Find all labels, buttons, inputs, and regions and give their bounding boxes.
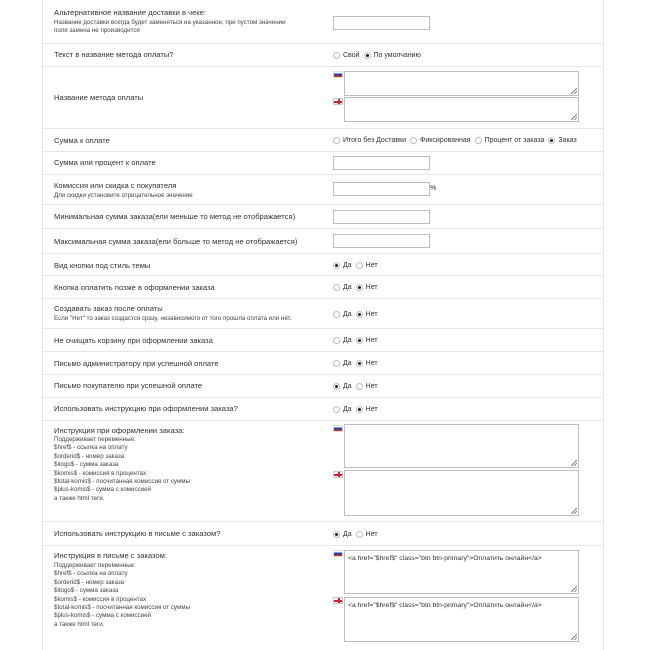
row-pay-later [43, 276, 603, 299]
alt-delivery-input[interactable] [333, 16, 430, 30]
radio-yes[interactable] [333, 406, 340, 413]
radio-no-label: Нет [365, 311, 378, 318]
radio-percent[interactable] [475, 137, 482, 144]
min-sum-input[interactable] [333, 210, 430, 224]
row-max-sum [43, 229, 603, 254]
instruction-mail-hint: Поддерживает переменные: $href$ - ссылка на оплату $orderid$ - номер заказа $itogo$ - сумма заказа $komis$ - комиссия в процентах $total-komis$ - посчитанная комиссия от суммы $plus-komis$ - сумма с комиссией а также html теги. [54, 562, 190, 628]
radio-yes[interactable] [333, 337, 340, 344]
radio-no-label: Нет [365, 360, 378, 367]
radio-no-label: Нет [365, 383, 378, 390]
admin-mail-radio-group [333, 360, 382, 367]
max-sum-input[interactable] [333, 234, 430, 248]
sum-or-percent-label: Сумма или процент к оплате [54, 158, 156, 167]
resize-grip-icon[interactable] [571, 114, 577, 120]
row-instruction-mail [43, 546, 603, 650]
england-flag-icon [333, 98, 343, 105]
max-sum-label: Максимальная сумма заказа(ели больше то метод не отображается) [54, 237, 298, 246]
buyer-mail-radio-group [333, 383, 382, 390]
radio-yes-label: Да [343, 262, 352, 269]
radio-fixed-label: Фиксированная [420, 137, 471, 144]
commission-hint: Для скидки установите отрицательное значение [54, 192, 193, 199]
radio-yes[interactable] [333, 284, 340, 291]
radio-no[interactable] [356, 262, 363, 269]
radio-yes-label: Да [343, 360, 352, 367]
radio-yes-label: Да [343, 311, 352, 318]
sum-or-percent-input[interactable] [333, 156, 430, 170]
radio-yes[interactable] [333, 383, 340, 390]
radio-no-label: Нет [365, 337, 378, 344]
radio-yes[interactable] [333, 531, 340, 538]
russia-flag-icon [333, 425, 343, 432]
row-alt-delivery-name [43, 0, 603, 44]
alt-delivery-hint: Название доставки всегда будет заменяться на указанное, при пустом значении поля замена не производится [54, 19, 286, 35]
instruction-mail-label: Инструкция в письме с заказом: [54, 551, 167, 560]
radio-no[interactable] [356, 284, 363, 291]
method-text-label: Текст в название метода оплаты? [54, 50, 174, 59]
resize-grip-icon[interactable] [571, 634, 577, 640]
radio-no[interactable] [356, 406, 363, 413]
method-name-ru-textarea[interactable] [344, 71, 579, 96]
radio-own-label: Свой [343, 52, 360, 59]
instruction-checkout-label: Инструкция при оформлении заказа: [54, 426, 185, 435]
radio-percent-label: Процент от заказа [484, 137, 545, 144]
row-admin-mail [43, 352, 603, 375]
radio-no-label: Нет [365, 406, 378, 413]
button-style-radio-group [333, 262, 382, 269]
resize-grip-icon[interactable] [571, 460, 577, 466]
use-instruction-mail-radio-group [333, 531, 382, 538]
england-flag-icon [333, 471, 343, 478]
commission-input[interactable] [333, 182, 430, 196]
keep-cart-label: Не очищать корзину при оформлении заказа [54, 336, 213, 345]
method-name-label: Название метода оплаты [54, 93, 144, 102]
row-button-style [43, 254, 603, 276]
russia-flag-icon [333, 71, 343, 78]
row-commission [43, 175, 603, 205]
pay-later-radio-group [333, 284, 382, 291]
row-method-text [43, 44, 603, 67]
row-pay-sum [43, 129, 603, 152]
instruction-mail-ru-text: <a href="$href$" class="btn btn-primary">Оплатить онлайн</a> [348, 555, 542, 562]
instruction-mail-en-text: <a href="$href$" class="btn btn-primary">Оплатить онлайн</a> [348, 602, 542, 609]
min-sum-label: Минимальная сумма заказа(ели меньше то метод не отображается) [54, 212, 296, 221]
radio-yes[interactable] [333, 262, 340, 269]
row-keep-cart [43, 329, 603, 352]
radio-yes-label: Да [343, 406, 352, 413]
row-sum-or-percent [43, 152, 603, 175]
radio-order-label: Заказ [558, 137, 577, 144]
radio-yes-label: Да [343, 531, 352, 538]
radio-no[interactable] [356, 311, 363, 318]
row-create-after-payment [43, 299, 603, 329]
row-method-name [43, 67, 603, 129]
radio-no-label: Нет [365, 262, 378, 269]
create-after-label: Создавать заказ после оплаты [54, 304, 163, 313]
row-min-sum [43, 205, 603, 229]
alt-delivery-label: Альтернативное название доставки в чеке: [54, 8, 207, 17]
pay-sum-label: Сумма к оплате [54, 136, 110, 145]
radio-default-label: По умолчанию [373, 52, 421, 59]
radio-yes[interactable] [333, 311, 340, 318]
resize-grip-icon[interactable] [571, 586, 577, 592]
keep-cart-radio-group [333, 337, 382, 344]
radio-yes-label: Да [343, 337, 352, 344]
england-flag-icon [333, 597, 343, 604]
radio-no[interactable] [356, 337, 363, 344]
buyer-mail-label: Письмо покупателю при успешной оплате [54, 381, 203, 390]
radio-yes[interactable] [333, 360, 340, 367]
use-instruction-mail-label: Использовать инструкцию в письме с заказом? [54, 529, 221, 538]
radio-own[interactable] [333, 52, 340, 59]
radio-no-label: Нет [365, 284, 378, 291]
radio-yes-label: Да [343, 383, 352, 390]
instruction-checkout-en-textarea[interactable] [344, 470, 579, 516]
radio-fixed[interactable] [410, 137, 417, 144]
create-after-hint: Если "Нет" то заказ создастся сразу, независимого от того прошла оплата или нет. [54, 315, 292, 322]
radio-no-label: Нет [365, 531, 378, 538]
commission-label: Комиссия или скидка с покупателя [54, 181, 177, 190]
row-instruction-checkout [43, 421, 603, 522]
radio-no[interactable] [356, 360, 363, 367]
use-instruction-radio-group [333, 406, 382, 413]
russia-flag-icon [333, 550, 343, 557]
percent-sign: % [430, 185, 437, 192]
method-text-radio-group [333, 52, 425, 59]
row-use-instruction [43, 398, 603, 421]
radio-default[interactable] [364, 52, 371, 59]
resize-grip-icon[interactable] [571, 88, 577, 94]
pay-later-label: Кнопка оплатить позже в оформлении заказа [54, 283, 215, 292]
radio-yes-label: Да [343, 284, 352, 291]
resize-grip-icon[interactable] [571, 508, 577, 514]
radio-no[interactable] [356, 383, 363, 390]
radio-total-no-delivery[interactable] [333, 137, 340, 144]
radio-order[interactable] [548, 137, 555, 144]
radio-total-no-delivery-label: Итого без Доставки [343, 137, 407, 144]
instruction-mail-ru-textarea[interactable] [344, 550, 579, 594]
pay-sum-radio-group [333, 137, 581, 144]
button-style-label: Вид кнопки под стиль темы [54, 261, 151, 270]
radio-no[interactable] [356, 531, 363, 538]
method-name-en-textarea[interactable] [344, 97, 579, 122]
instruction-mail-en-textarea[interactable] [344, 597, 579, 642]
row-buyer-mail [43, 375, 603, 398]
admin-mail-label: Письмо администратору при успешной оплате [54, 359, 219, 368]
use-instruction-label: Использовать инструкцию при оформлении заказа? [54, 404, 238, 413]
row-use-instruction-mail [43, 522, 603, 546]
instruction-checkout-hint: Поддерживает переменные: $href$ - ссылка на оплату $orderid$ - номер заказа $itogo$ - сумма заказа $komis$ - комиссия в процентах $total-komis$ - посчитанная комиссия от суммы $plus-komis$ - сумма с комиссией а также html теги. [54, 436, 190, 502]
instruction-checkout-ru-textarea[interactable] [344, 424, 579, 468]
settings-panel [42, 0, 604, 650]
create-after-radio-group [333, 311, 382, 318]
